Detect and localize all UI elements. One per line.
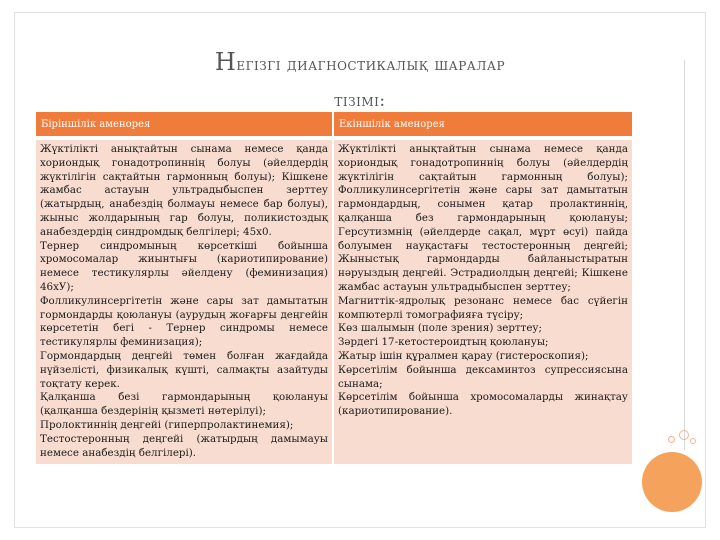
list-item: Көрсетілім бойынша хромосомаларды жинақтау (кариотипирование).: [338, 391, 628, 418]
decorative-circle: [642, 452, 702, 512]
title-line-1: Негізгі диагностикалық шаралар: [214, 48, 506, 76]
list-item: Көрсетілім бойынша дексаминтоз супрессиясына сынама;: [338, 363, 628, 390]
list-item: Гормондардың деңгейі төмен болған жағдайда нүйзелісті, физикалық күшті, салмақты азайтуды тоқтату керек.: [40, 349, 328, 390]
table-header-row: [36, 112, 632, 136]
list-item: Жүктілікті анықтайтын сынама немесе қанда хориондық гонадотропиннің болуы (әйелдердің жүктілігін сақтайтын гармонның болуы); Фолликулинсергітетін және сары зат дамытатын гармондардың, сонымен қатар пролактиннің, қалқанша без гармондарының қоюлануы; Герсутизмнің (әйелдерде сақал, мұрт өсуі) пайда болуымен науқастағы тестостеронның деңгейі; Жыныстық гармондарды байланыстыратын нәруыздың деңгейі. Эстрадиолдың деңгейі; Кішкене жамбас астауын ультрадыбыспен зерттеу;: [338, 143, 628, 293]
diagnostics-table: [36, 112, 632, 464]
secondary-amenorrhea-cell: [334, 140, 632, 464]
list-item: Қалқанша безі гармондарының қоюлануы (қалқанша бездерінің қызметі нөтерілуі);: [40, 391, 328, 418]
decorative-dot: [679, 430, 689, 440]
list-item: Жатыр ішін құралмен қарау (гистероскопия);: [338, 349, 589, 362]
slide-title: [80, 44, 640, 119]
list-item: Зәрдегі 17-кетостероидтың қоюлануы;: [338, 336, 549, 349]
list-item: Тернер синдромының көрсеткіші бойынша хромосомалар жиынтығы (кариотипирование) немесе тестикулярлы әйелдену (феминизация) 46хУ);: [40, 239, 328, 293]
list-item: Жүктілікті анықтайтын сынама немесе қанда хориондық гонадотропиннің болуы (әйелдердің жүктілігін сақтайтын гармонның болуы); Кішкене жамбас астауын ультрадыбыспен зерттеу (жатырдың, анабездің болмауы немесе бар болуы), жыныс жолдарының гар болуы, поликистоздық анабездердің синдромдық белгілері; 45х0.: [40, 143, 328, 238]
list-item: Көз шалымын (поле зрения) зерттеу;: [338, 322, 542, 335]
list-item: Магниттік-ядролық резонанс немесе бас сүйегін компютерлі томографияға түсіру;: [338, 294, 628, 321]
primary-amenorrhea-cell: [36, 140, 334, 464]
table-row: [36, 140, 632, 464]
title-line-2: тізімі:: [334, 91, 386, 111]
header-primary-amenorrhea: Біріншілік аменорея: [36, 112, 334, 136]
list-item: Тестостеронның деңгейі (жатырдың дамымауы немесе анабездің белгілері).: [40, 432, 328, 459]
decorative-dot: [690, 438, 696, 444]
list-item: Пролоктиннің деңгейі (гиперпролактинемия);: [40, 418, 294, 431]
decorative-line: [684, 60, 685, 450]
decorative-dot: [668, 436, 675, 443]
header-secondary-amenorrhea: Екіншілік аменорея: [334, 112, 632, 136]
list-item: Фолликулинсергітетін және сары зат дамытатын гормондарды қоюлануы (аурудың жоғарғы деңгейін көрсететін бегі - Тернер синдромы немесе тестикулярлы феминизация);: [40, 294, 328, 349]
